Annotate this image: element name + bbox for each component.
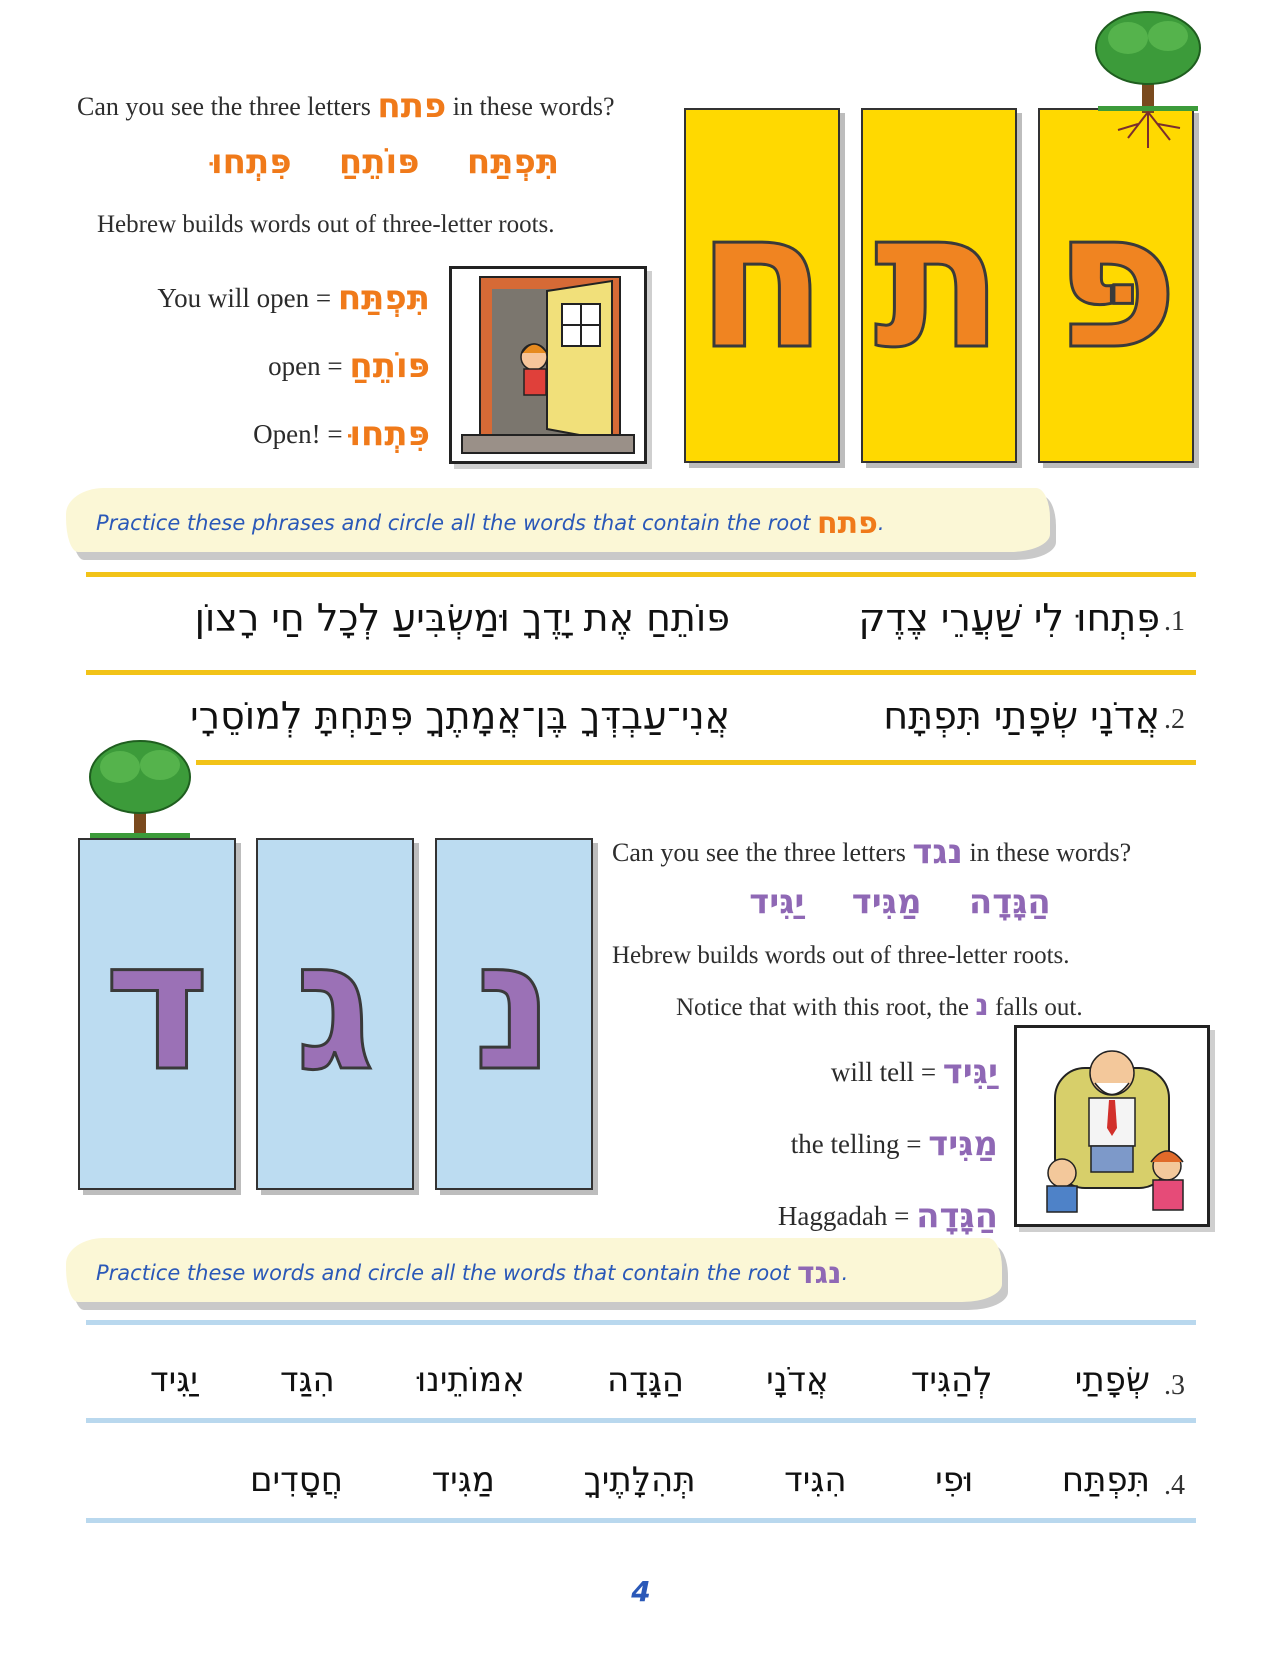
instruction-label: Practice these words and circle all the words that contain the root [96, 1261, 791, 1285]
gloss-row-2 [60, 346, 430, 386]
gloss-hebrew: הַגָּדָה [916, 1196, 998, 1236]
gloss-hebrew: תִּפְתַּח [337, 278, 430, 318]
gloss-hebrew: יַגִּיד [942, 1052, 998, 1092]
word-item: וּפִי [935, 1460, 974, 1500]
gloss-hebrew: פִּתְחוּ [349, 414, 430, 454]
gloss-row-6 [620, 1196, 998, 1236]
root-letters-pth: פתח [377, 86, 447, 126]
notice-note [676, 988, 1083, 1023]
page-number: 4 [631, 1575, 651, 1608]
card-letter-tav: ת [874, 170, 1004, 391]
word-item: יַגִּיד [150, 1360, 198, 1400]
word-row-3 [150, 1360, 1150, 1400]
item-number-1: .1 [1164, 606, 1185, 637]
word-item: שְׂפָתַי [1074, 1360, 1150, 1400]
phrase-1-right: פִּתְחוּ לִי שַׁעֲרֵי צֶדֶק [858, 596, 1160, 640]
builds-note-2: Hebrew builds words out of three-letter roots. [612, 942, 1070, 969]
divider-line [86, 670, 1196, 675]
intro-sentence-1 [77, 86, 615, 126]
gloss-english: the telling = [790, 1129, 922, 1159]
gloss-row-4 [620, 1052, 998, 1092]
instruction-label: Practice these phrases and circle all the words that contain the root [96, 511, 811, 535]
instruction-text-2 [96, 1256, 848, 1291]
door-picture [452, 269, 644, 461]
divider-line [86, 1320, 1196, 1325]
root-card-pe [1038, 108, 1194, 463]
phrase-2-left: אֲנִי־עַבְדְּךָ בֶּן־אֲמָתֶךָ פִּתַּחְתָּ לְמוֹסֵרָי [190, 694, 730, 738]
instruction-root: פתח [817, 506, 878, 541]
root-card-tav [861, 108, 1017, 463]
word-item: חֲסָדִים [250, 1460, 344, 1500]
root-card-dalet [78, 838, 236, 1190]
gloss-hebrew: פּוֹתֵחַ [349, 346, 430, 386]
item-number-3: .3 [1164, 1370, 1185, 1401]
intro-text-after: in these words? [452, 92, 615, 121]
divider-line [86, 1418, 1196, 1423]
card-letter-het: ח [696, 170, 828, 391]
gloss-english: Haggadah = [777, 1201, 910, 1231]
gloss-row-5 [620, 1124, 998, 1164]
card-letter-gimel: ג [294, 902, 376, 1111]
intro-sentence-2 [612, 832, 1131, 872]
gloss-row-3 [60, 414, 430, 454]
word-item: אִמּוֹתֵינוּ [416, 1360, 525, 1400]
word-item: מַגִּיד [431, 1460, 495, 1500]
card-letter-dalet: ד [104, 902, 210, 1111]
divider-line [86, 1518, 1196, 1523]
gloss-english: Open! = [253, 419, 343, 449]
word-item: הִגִּיד [784, 1460, 847, 1500]
tree-with-roots-icon [1088, 8, 1208, 158]
divider-line [86, 572, 1196, 577]
phrase-1-left: פּוֹתֵחַ אֶת יָדֶךָ וּמַשְׂבִּיעַ לְכָל חַי רָצוֹן [194, 596, 730, 640]
gloss-hebrew: מַגִּיד [928, 1124, 998, 1164]
intro-text-before: Can you see the three letters [77, 92, 371, 121]
root-card-gimel [256, 838, 414, 1190]
grandfather-telling-story-picture [1017, 1028, 1207, 1224]
word-item: הַגָּדָה [607, 1360, 685, 1400]
gloss-english: open = [268, 351, 343, 381]
divider-line [196, 760, 1196, 765]
card-letter-pe: פּ [1053, 170, 1179, 391]
word-item: תְּהִלָּתֶיךָ [583, 1460, 696, 1500]
builds-note-1: Hebrew builds words out of three-letter roots. [97, 211, 555, 238]
gloss-english: You will open = [157, 283, 332, 313]
intro-text-before: Can you see the three letters [612, 838, 906, 867]
gloss-english: will tell = [830, 1057, 937, 1087]
item-number-4: .4 [1164, 1470, 1185, 1501]
root-card-nun [435, 838, 593, 1190]
phrase-2-right: אֲדֹנָי שְׂפָתַי תִּפְתָּח [883, 694, 1160, 738]
example-words-ngd: הַגָּדָה מַגִּיד יַגִּיד [749, 882, 1051, 922]
instruction-period: . [877, 511, 885, 535]
word-item: תִּפְתַּח [1061, 1460, 1150, 1500]
instruction-period: . [841, 1261, 849, 1285]
example-words-pth: תִּפְתַּח פּוֹתֵחַ פִּתְחוּ [210, 142, 560, 182]
storytelling-illustration [1014, 1025, 1210, 1227]
card-letter-nun: נ [473, 902, 555, 1111]
item-number-2: .2 [1164, 704, 1185, 735]
notice-text-after: falls out. [995, 994, 1083, 1021]
intro-text-after: in these words? [969, 838, 1132, 867]
word-item: לְהַגִּיד [910, 1360, 993, 1400]
word-item: אֲדֹנָי [766, 1360, 829, 1400]
root-card-het [684, 108, 840, 463]
door-illustration [449, 266, 647, 464]
instruction-root: נגד [797, 1256, 842, 1291]
root-letters-ngd: נגד [912, 832, 963, 872]
notice-letter-nun: נ [975, 988, 989, 1023]
word-row-4 [250, 1460, 1150, 1500]
word-item: הִגַּד [279, 1360, 335, 1400]
notice-text-before: Notice that with this root, the [676, 994, 970, 1021]
instruction-text-1 [96, 506, 885, 541]
gloss-row-1 [60, 278, 430, 318]
